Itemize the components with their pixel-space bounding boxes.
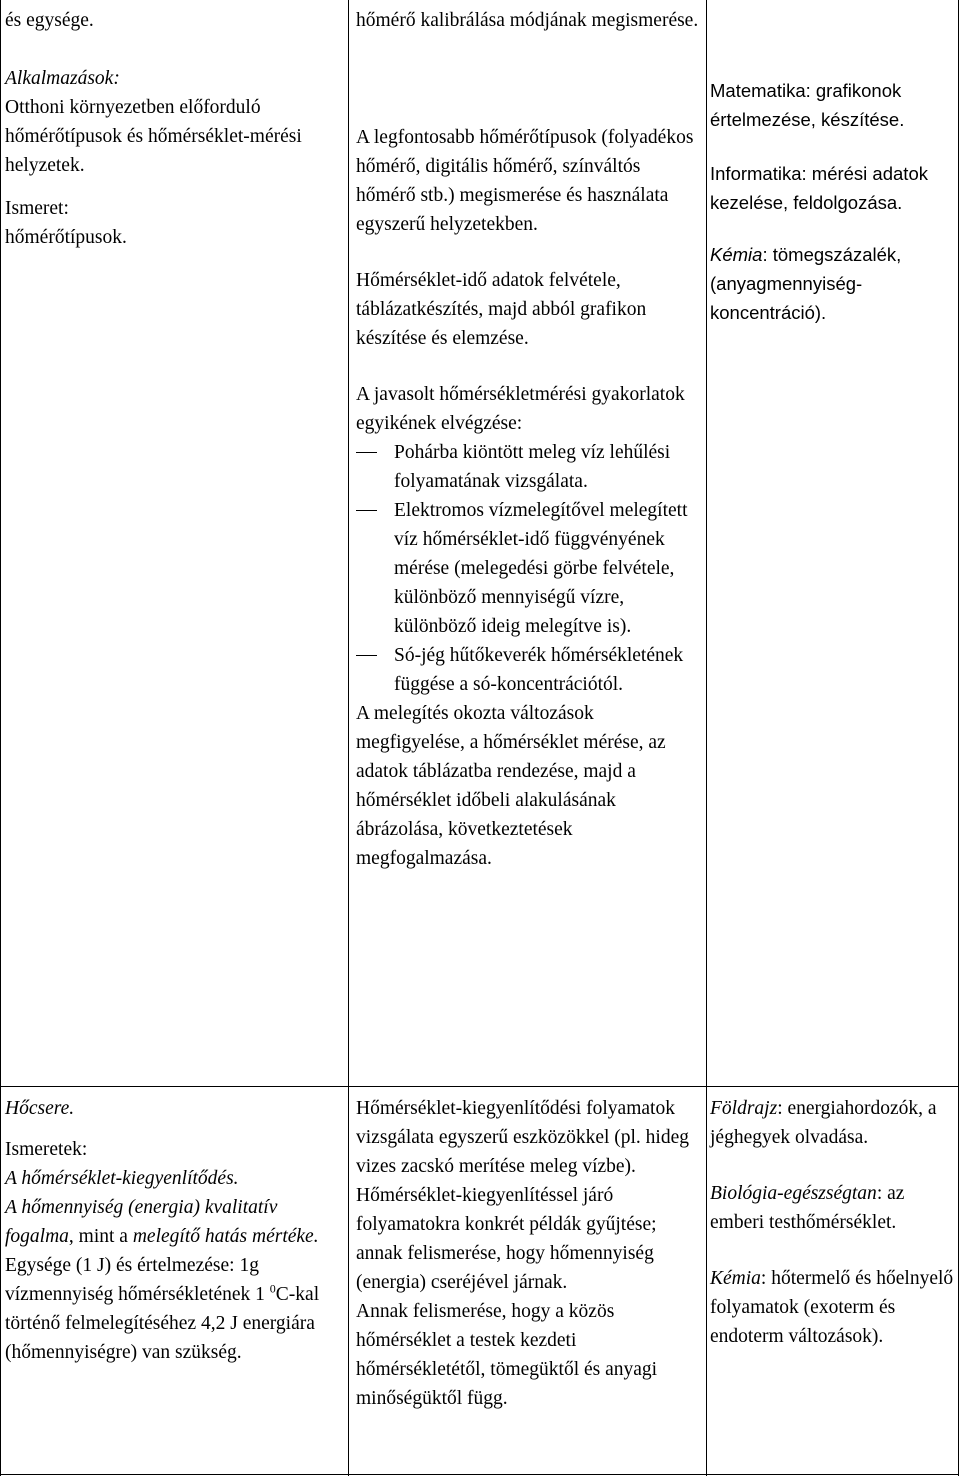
unit-text-before: Egysége (1 J) és értelmezése: 1g vízmennyiség hőmérsékletének 1: [5, 1255, 265, 1305]
table-border-left: [0, 0, 1, 1476]
heat-effect-text: melegítő hatás mértéke.: [132, 1226, 319, 1247]
applications-heading: Alkalmazások:: [5, 68, 120, 89]
applications-text: Otthoni környezetben előforduló hőmérőtípusok és hőmérséklet-mérési helyzetek.: [5, 97, 302, 176]
biology-label: Biológia-egészségtan: [710, 1183, 877, 1204]
top-row-topic-cell: [5, 6, 343, 252]
common-temperature-text: Annak felismerése, hogy a közös hőmérséklet a testek kezdeti hőmérsékletétől, tömegüktől és anyagi minőségüktől függ.: [356, 1301, 658, 1409]
section-title: Hőcsere.: [5, 1098, 75, 1119]
chemistry-text: : hőtermelő és hőelnyelő folyamatok (exoterm és endoterm változások).: [710, 1268, 954, 1347]
geography-text: : energiahordozók, a jéghegyek olvadása.: [710, 1098, 937, 1148]
geography-label: Földrajz: [710, 1098, 778, 1119]
chemistry-label: Kémia: [710, 244, 763, 265]
knowledge-label: Ismeretek:: [5, 1139, 88, 1160]
biology-connection: [710, 1179, 955, 1237]
top-row-connections-cell: [710, 76, 955, 327]
equalization-study-text: Hőmérséklet-kiegyenlítődési folyamatok vizsgálata egyszerű eszközökkel (pl. hideg vizes zacskó merítése meleg vízbe).: [356, 1098, 689, 1177]
bottom-row-activities-cell: [356, 1094, 701, 1413]
continued-text: és egysége.: [5, 10, 94, 31]
top-row-activities-cell: [356, 6, 701, 873]
calibration-text: hőmérő kalibrálása módjának megismerése.: [356, 10, 699, 31]
chemistry-connection: [710, 240, 955, 327]
suggested-exercises-text: A javasolt hőmérsékletmérési gyakorlatok egyikének elvégzése:: [356, 384, 685, 434]
bottom-row-connections-cell: [710, 1094, 955, 1351]
row-divider: [0, 1086, 959, 1087]
list-item: Pohárba kiöntött meleg víz lehűlési folyamatának vizsgálata.: [356, 438, 701, 496]
examples-text: Hőmérséklet-kiegyenlítéssel járó folyamatokra konkrét példák gyűjtése; annak felismerése, hogy hőmennyiség (energia) cseréjével járnak.: [356, 1185, 657, 1293]
knowledge-text: hőmérőtípusok.: [5, 227, 127, 248]
chemistry-text: : tömegszázalék, (anyagmennyiség-koncentráció).: [710, 244, 902, 323]
biology-text: : az emberi testhőmérséklet.: [710, 1183, 905, 1233]
exercise-list: [356, 438, 701, 699]
table-border-bottom: [0, 1474, 959, 1475]
heat-concept-connector: , mint a: [68, 1226, 128, 1247]
geography-connection: [710, 1094, 955, 1152]
chemistry-connection: [710, 1264, 955, 1351]
knowledge-item-heat: [5, 1193, 345, 1251]
chemistry-label: Kémia: [710, 1268, 761, 1289]
degree-superscript: 0: [269, 1281, 276, 1296]
math-connection: Matematika: grafikonok értelmezése, készítése.: [710, 80, 905, 130]
unit-text-after: C-kal történő felmelegítéséhez 4,2 J energiára (hőmennyiségre) van szükség.: [5, 1284, 320, 1363]
bottom-row-topic-cell: [5, 1094, 345, 1367]
column-divider-1: [348, 0, 349, 1476]
knowledge-label: Ismeret:: [5, 198, 69, 219]
list-item: Elektromos vízmelegítővel melegített víz hőmérséklet-idő függvényének mérése (melegedési görbe felvétele, különböző mennyiségű vízre, különböző ideig melegítve is).: [356, 496, 701, 641]
thermometer-types-text: A legfontosabb hőmérőtípusok (folyadékos hőmérő, digitális hőmérő, színváltós hőmérő stb.) megismerése és használata egyszerű helyzetekben.: [356, 127, 694, 235]
informatics-connection: Informatika: mérési adatok kezelése, feldolgozása.: [710, 163, 928, 213]
data-recording-text: Hőmérséklet-idő adatok felvétele, táblázatkészítés, majd abból grafikon készítése és elemzése.: [356, 270, 647, 349]
heating-observation-text: A melegítés okozta változások megfigyelése, a hőmérséklet mérése, az adatok táblázatba rendezése, majd a hőmérséklet időbeli alakulásának ábrázolása, következtetések megfogalmazása.: [356, 703, 666, 869]
list-item: Só-jég hűtőkeverék hőmérsékletének függése a só-koncentrációtól.: [356, 641, 701, 699]
knowledge-item-equalization: A hőmérséklet-kiegyenlítődés.: [5, 1168, 239, 1189]
unit-definition: [5, 1251, 345, 1367]
table-border-right: [958, 0, 959, 1476]
column-divider-2: [706, 0, 707, 1476]
heat-concept-text: A hőmennyiség (energia) kvalitatív fogalma: [5, 1197, 278, 1247]
